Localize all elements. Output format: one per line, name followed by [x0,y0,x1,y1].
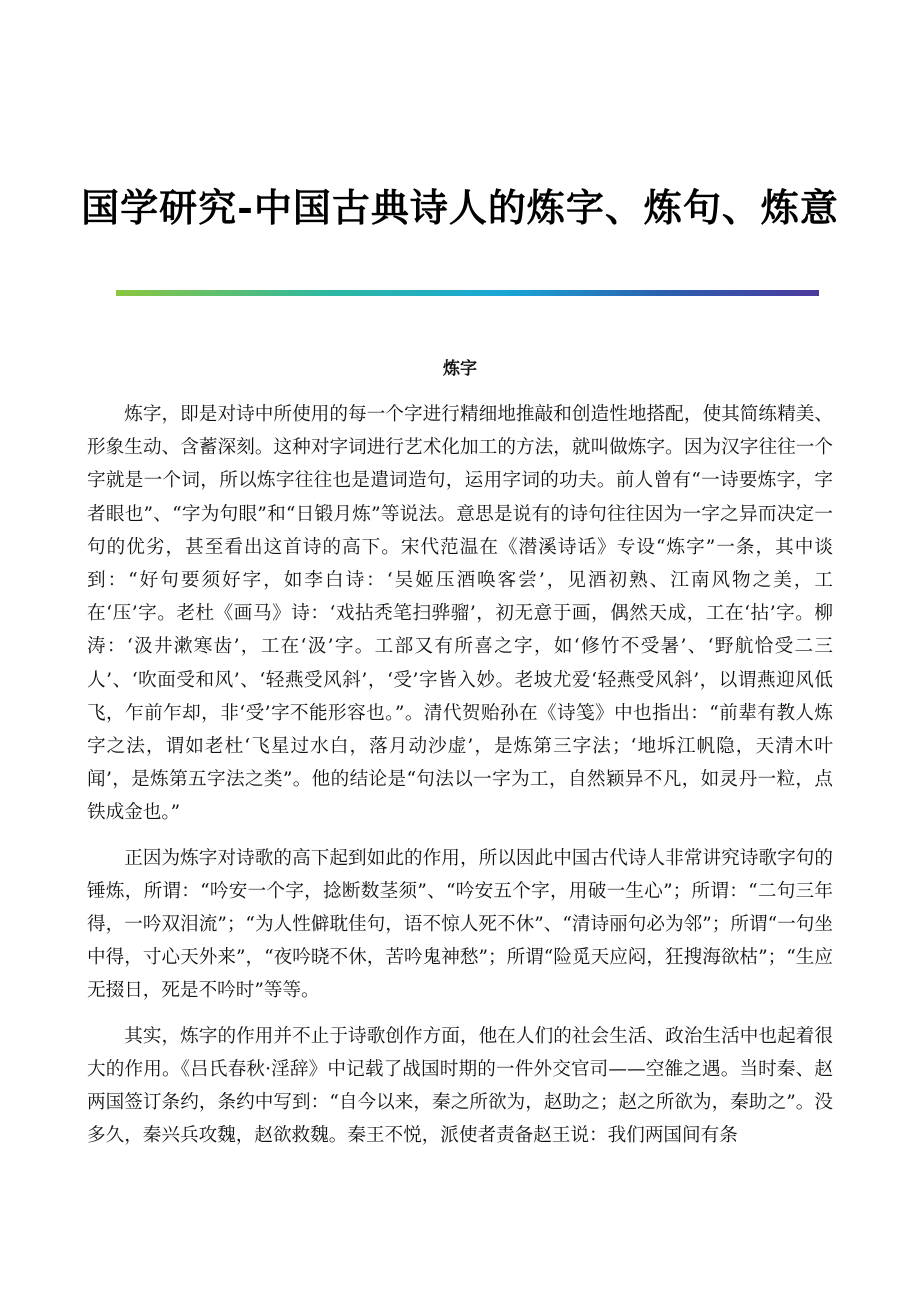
title-gradient-rule [116,290,819,296]
section-heading: 炼字 [443,359,477,379]
body-text [87,398,833,1164]
paragraph: 正因为炼字对诗歌的高下起到如此的作用，所以因此中国古代诗人非常讲究诗歌字句的锤炼，所谓：“吟安一个字，捻断数茎须”、“吟安五个字，用破一生心”；所谓：“二句三年得，一吟双泪流”；“为人性僻耽佳句，语不惊人死不休”、“清诗丽句必为邻”；所谓“一句坐中得，寸心天外来”，“夜吟晓不休，苦吟鬼神愁”；所谓“险觅天应闷，狂搜海欲枯”；“生应无掇日，死是不吟时”等等。 [87,847,833,1002]
paragraph: 其实，炼字的作用并不止于诗歌创作方面，他在人们的社会生活、政治生活中也起着很大的作用。《吕氏春秋·淫辞》中记载了战国时期的一件外交官司——空雒之遇。当时秦、赵两国签订条约，条约中写到：“自今以来，秦之所欲为，赵助之；赵之所欲为，秦助之”。没多久，秦兴兵攻魏，赵欲救魏。秦王不悦，派使者责备赵王说：我们两国间有条 [87,1025,833,1147]
document-title: 国学研究-中国古典诗人的炼字、炼句、炼意 [81,185,839,230]
paragraph: 炼字，即是对诗中所使用的每一个字进行精细地推敲和创造性地搭配，使其简练精美、形象生动、含蓄深刻。这种对字词进行艺术化加工的方法，就叫做炼字。因为汉字往往一个字就是一个词，所以炼字往往也是遣词造句，运用字词的功夫。前人曾有“一诗要炼字，字者眼也”、“字为句眼”和“日锻月炼”等说法。意思是说有的诗句往往因为一字之异而决定一句的优劣，甚至看出这首诗的高下。宋代范温在《潜溪诗话》专设“炼字”一条，其中谈到：“好句要须好字，如李白诗：‘吴姬压酒唤客尝’，见酒初熟、江南风物之美，工在‘压’字。老杜《画马》诗：‘戏拈秃笔扫骅骝’，初无意于画，偶然天成，工在‘拈’字。柳涛：‘汲井漱寒齿’，工在‘汲’字。工部又有所喜之字，如‘修竹不受暑’、‘野航恰受二三人’、‘吹面受和风’、‘轻燕受风斜’，‘受’字皆入妙。老坡尤爱‘轻燕受风斜’，以谓燕迎风低飞，乍前乍却，非‘受’字不能形容也。”。清代贺贻孙在《诗笺》中也指出：“前辈有教人炼字之法，谓如老杜‘飞星过水白，落月动沙虚’，是炼第三字法；‘地坼江帆隐，天清木叶闻’，是炼第五字法之类”。他的结论是“句法以一字为工，自然颖异不凡，如灵丹一粒，点铁成金也。” [87,404,833,824]
